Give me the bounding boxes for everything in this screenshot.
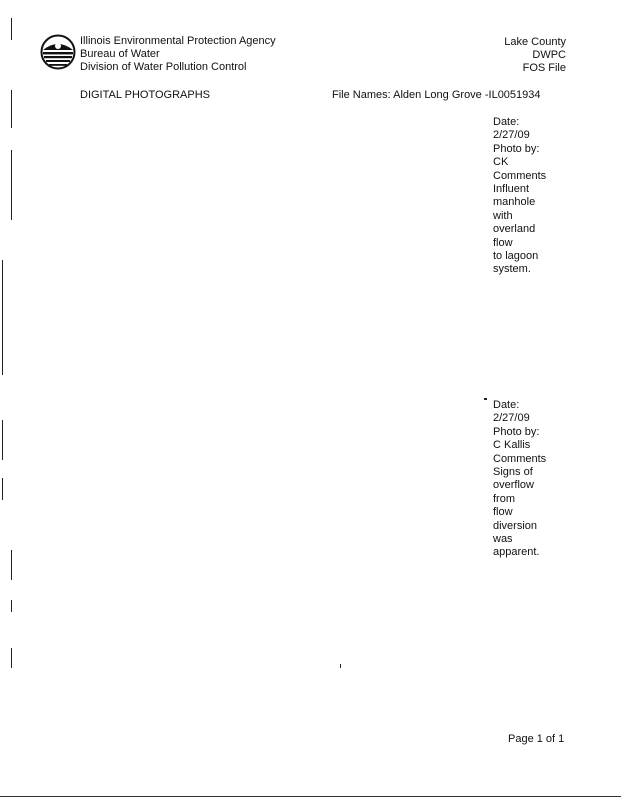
caption-line: C Kallis bbox=[493, 439, 531, 452]
caption-line: Photo by: bbox=[493, 142, 540, 155]
scan-artifact bbox=[11, 550, 12, 580]
caption-line: with bbox=[493, 209, 513, 222]
scan-artifact bbox=[11, 648, 12, 668]
scan-artifact bbox=[340, 664, 341, 668]
caption-line: diversion bbox=[493, 519, 538, 532]
caption-line: flow bbox=[493, 236, 513, 249]
caption-line: overflow bbox=[493, 479, 534, 492]
caption-line: system. bbox=[493, 263, 531, 276]
caption-line: manhole bbox=[493, 196, 536, 209]
illinois-epa-logo-icon bbox=[40, 34, 76, 70]
caption-line: Influent bbox=[493, 183, 530, 196]
scan-artifact bbox=[11, 18, 12, 40]
photo-caption-1 bbox=[493, 116, 573, 277]
caption-line: Date: bbox=[493, 399, 520, 411]
agency-name: Illinois Environmental Protection Agency bbox=[80, 35, 276, 47]
scan-artifact bbox=[11, 90, 12, 128]
file-location-header bbox=[504, 36, 566, 75]
caption-line: Date: bbox=[493, 116, 520, 128]
caption-line: from bbox=[493, 492, 515, 505]
division-code: DWPC bbox=[532, 49, 566, 61]
division-name: Division of Water Pollution Control bbox=[80, 61, 247, 73]
scan-artifact bbox=[2, 260, 3, 375]
caption-line: flow bbox=[493, 506, 513, 519]
caption-line: Signs of bbox=[493, 466, 533, 479]
page-bottom-edge bbox=[0, 796, 621, 797]
scan-artifact bbox=[11, 150, 12, 220]
caption-line: Comments bbox=[493, 452, 547, 465]
scan-artifact bbox=[484, 398, 487, 400]
agency-header bbox=[80, 35, 276, 74]
photo-caption-2 bbox=[493, 399, 573, 560]
page-number: Page 1 of 1 bbox=[508, 733, 565, 745]
scan-artifact bbox=[11, 600, 12, 612]
caption-line: 2/27/09 bbox=[493, 412, 530, 425]
scan-artifact bbox=[2, 420, 3, 460]
caption-line: was bbox=[493, 533, 513, 546]
document-title: DIGITAL PHOTOGRAPHS bbox=[80, 89, 210, 101]
file-names: File Names: Alden Long Grove -IL0051934 bbox=[332, 89, 541, 101]
file-type: FOS File bbox=[522, 62, 566, 74]
county-label: Lake County bbox=[504, 36, 566, 48]
caption-line: Photo by: bbox=[493, 425, 540, 438]
caption-line: CK bbox=[493, 156, 509, 169]
caption-line: to lagoon bbox=[493, 250, 539, 263]
caption-line: overland bbox=[493, 223, 536, 236]
bureau-name: Bureau of Water bbox=[80, 48, 160, 60]
caption-line: apparent. bbox=[493, 546, 540, 559]
caption-line: 2/27/09 bbox=[493, 129, 530, 142]
caption-line: Comments bbox=[493, 169, 547, 182]
scan-artifact bbox=[2, 478, 3, 500]
